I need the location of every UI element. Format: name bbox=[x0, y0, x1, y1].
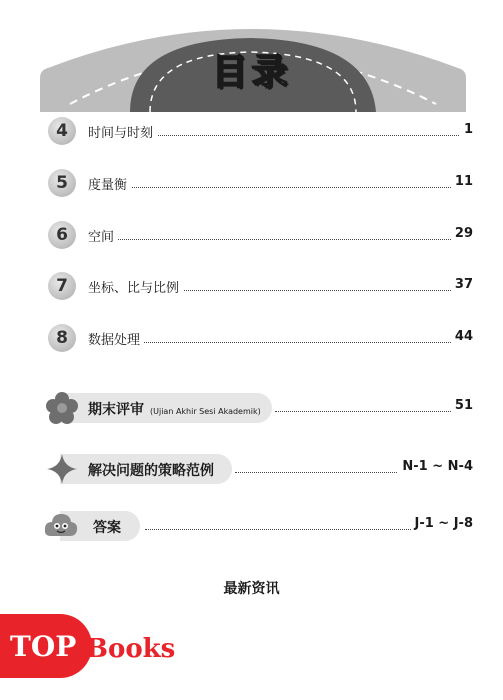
chapter-title: 时间与时刻 bbox=[88, 122, 157, 141]
page-number: 44 bbox=[451, 329, 473, 344]
toc-row[interactable] bbox=[0, 272, 503, 302]
toc-row-final-review[interactable] bbox=[0, 393, 503, 423]
page-number: 29 bbox=[451, 226, 473, 241]
chapter-number-badge: 7 bbox=[48, 272, 76, 300]
latest-news-note: 最新资讯 bbox=[223, 581, 280, 597]
dot-leader bbox=[275, 411, 465, 412]
page-title: 目录 bbox=[211, 52, 292, 93]
toc-row-strategies[interactable] bbox=[0, 454, 503, 484]
page-number: J-1 ~ J-8 bbox=[411, 516, 474, 531]
sparkle-icon bbox=[45, 452, 79, 486]
chapter-number-badge: 6 bbox=[48, 221, 76, 249]
toc-row-answers[interactable] bbox=[0, 511, 503, 541]
section-title: 解决问题的策略范例 bbox=[88, 463, 214, 479]
toc-row[interactable] bbox=[0, 324, 503, 354]
page-number: 11 bbox=[451, 174, 473, 189]
chapter-number-badge: 4 bbox=[48, 117, 76, 145]
section-title: 期末评审 bbox=[88, 402, 144, 418]
dot-leader bbox=[92, 187, 465, 188]
chapter-title: 坐标、比与比例 bbox=[88, 277, 183, 296]
page-number: 51 bbox=[451, 398, 473, 413]
section-title: 答案 bbox=[93, 520, 121, 536]
page-number: N-1 ~ N-4 bbox=[398, 459, 473, 474]
logo-text-books: Books bbox=[86, 634, 176, 664]
chapter-title: 空间 bbox=[88, 226, 118, 245]
page-number: 37 bbox=[451, 277, 473, 292]
toc-row[interactable] bbox=[0, 221, 503, 251]
publisher-logo bbox=[0, 610, 200, 682]
toc-row[interactable] bbox=[0, 169, 503, 199]
chapter-number-badge: 5 bbox=[48, 169, 76, 197]
chapter-number-badge: 8 bbox=[48, 324, 76, 352]
dot-leader bbox=[92, 239, 465, 240]
section-subtitle: (Ujian Akhir Sesi Akademik) bbox=[150, 407, 261, 416]
dot-leader bbox=[145, 529, 415, 530]
flower-icon bbox=[45, 391, 79, 425]
cloud-face-icon bbox=[43, 510, 79, 542]
page-number: 1 bbox=[460, 122, 473, 137]
dot-leader bbox=[235, 472, 405, 473]
chapter-title: 数据处理 bbox=[88, 329, 144, 348]
logo-text-top: TOP bbox=[10, 630, 77, 663]
toc-row[interactable] bbox=[0, 117, 503, 147]
dot-leader bbox=[92, 342, 465, 343]
chapter-title: 度量衡 bbox=[88, 174, 131, 193]
